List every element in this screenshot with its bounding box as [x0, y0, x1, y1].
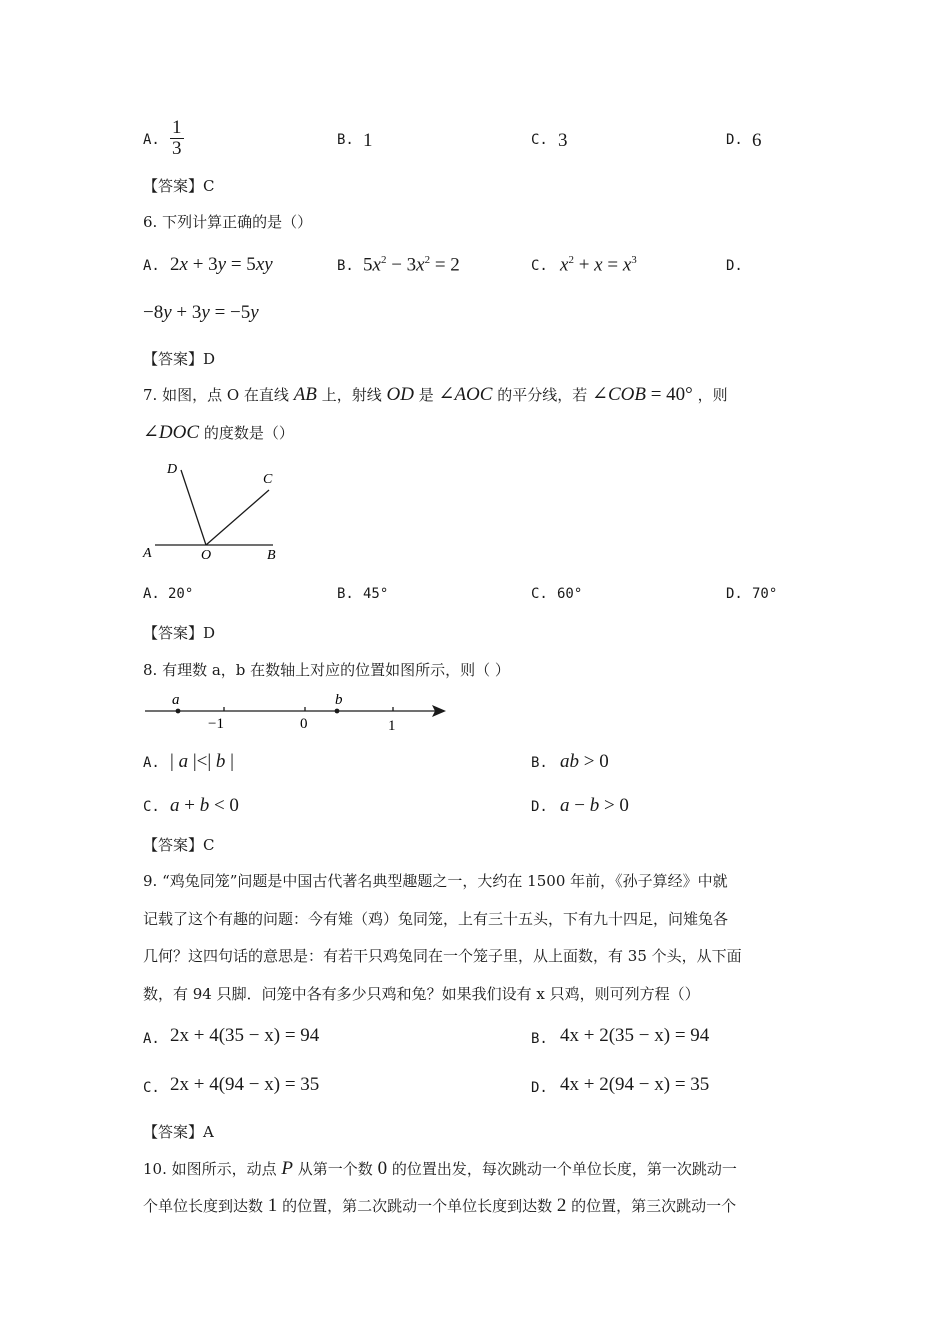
ray-oc [206, 490, 269, 545]
question-stem: 6. 下列计算正确的是（） [143, 213, 313, 231]
math-var: P [281, 1158, 294, 1179]
point-b-label: b [335, 692, 343, 708]
number-line [140, 688, 450, 734]
math-var: OD [386, 384, 414, 405]
question-stem-line [143, 1196, 736, 1216]
point-a [176, 709, 181, 714]
math-expr: ∠COB = 40° [592, 384, 693, 405]
stem-text: 个单位长度到达数 [143, 1197, 264, 1215]
question-stem [143, 385, 728, 405]
option-label: B. [531, 1031, 548, 1047]
point-b-label: B [267, 548, 276, 563]
ray-od [181, 470, 206, 545]
option-label: D. [726, 132, 743, 148]
formula: a − b > 0 [560, 795, 629, 816]
numerator: 1 [172, 117, 182, 138]
formula: 2x + 4(35 − x) = 94 [170, 1025, 320, 1046]
option-label: D. [726, 586, 743, 602]
answer: 【答案】D [143, 350, 216, 368]
formula: 4x + 2(94 − x) = 35 [560, 1074, 710, 1095]
math-number: 1 [267, 1195, 278, 1216]
formula: 2x + 4(94 − x) = 35 [170, 1074, 320, 1095]
formula: $x^2 + x = x^3$ [560, 254, 637, 276]
option-value: 3 [558, 130, 568, 151]
option-label: B. [337, 132, 354, 148]
option-label: A. [143, 586, 160, 602]
point-d-label: D [167, 462, 178, 477]
tick-label-neg1: −1 [208, 716, 224, 732]
option-label: C. [143, 799, 160, 815]
formula: a + b < 0 [170, 795, 239, 816]
math-expr: ∠DOC [143, 422, 200, 443]
question-stem: 8. 有理数 a，b 在数轴上对应的位置如图所示，则（ ） [143, 661, 510, 679]
option-value: 20° [168, 586, 194, 602]
stem-text: ，则 [697, 386, 728, 404]
formula: $5x^2 - 3x^2 = 2$ [363, 254, 460, 276]
option-label: D. [531, 799, 548, 815]
option-label: C. [531, 586, 548, 602]
point-o-label: O [201, 548, 212, 563]
formula: 2x + 3y = 5xy [170, 254, 273, 275]
point-a-label: A [143, 546, 152, 561]
question-stem-line: 9. “鸡兔同笼”问题是中国古代著名典型趣题之一，大约在 1500 年前，《孙子算经》中就 [143, 872, 728, 890]
stem-text: 的平分线，若 [497, 386, 588, 404]
option-label: A. [143, 132, 160, 148]
option-value: 70° [752, 586, 778, 602]
formula: 4x + 2(35 − x) = 94 [560, 1025, 710, 1046]
stem-text: 是 [418, 386, 434, 404]
fraction [170, 118, 184, 159]
option-value: 45° [363, 586, 389, 602]
option-label: C. [143, 1080, 160, 1096]
option-value: 1 [363, 130, 373, 151]
formula: ab > 0 [560, 751, 609, 772]
option-label: C. [531, 132, 548, 148]
math-var: AB [293, 384, 317, 405]
point-c-label: C [263, 472, 273, 487]
question-stem-line: 数，有 94 只脚．问笼中各有多少只鸡和兔？如果我们设有 x 只鸡，则可列方程（） [143, 985, 700, 1003]
formula: | a |<| b | [170, 751, 234, 772]
point-a-label: a [172, 692, 180, 708]
math-number: 2 [556, 1195, 567, 1216]
stem-text: 从第一个数 [297, 1160, 373, 1178]
option-label: A. [143, 258, 160, 274]
stem-text: 7. 如图，点 O 在直线 [143, 386, 289, 404]
stem-text: 的位置，第三次跳动一个 [571, 1197, 737, 1215]
option-label: B. [531, 755, 548, 771]
math-expr: ∠AOC [438, 384, 493, 405]
answer: 【答案】C [143, 836, 215, 854]
stem-text: 的位置出发，每次跳动一个单位长度，第一次跳动一 [391, 1160, 737, 1178]
angle-figure [135, 455, 295, 567]
tick-label-one: 1 [388, 718, 396, 734]
question-stem-line [143, 1159, 737, 1179]
answer: 【答案】C [143, 177, 215, 195]
option-label: A. [143, 1031, 160, 1047]
stem-text: 10. 如图所示，动点 [143, 1160, 277, 1178]
option-value: 60° [557, 586, 583, 602]
option-label: D. [726, 258, 743, 274]
option-label: B. [337, 258, 354, 274]
answer: 【答案】A [143, 1123, 214, 1141]
stem-text: 上，射线 [321, 386, 382, 404]
option-label: B. [337, 586, 354, 602]
denominator: 3 [172, 138, 182, 159]
option-label: D. [531, 1080, 548, 1096]
question-stem-cont [143, 423, 294, 443]
option-label: A. [143, 755, 160, 771]
stem-text: 的位置，第二次跳动一个单位长度到达数 [282, 1197, 553, 1215]
question-stem-line: 记载了这个有趣的问题：今有雉（鸡）兔同笼，上有三十五头，下有九十四足，问雉兔各 [143, 910, 729, 928]
formula: −8y + 3y = −5y [143, 302, 259, 323]
question-stem-line: 几何？这四句话的意思是：有若干只鸡兔同在一个笼子里，从上面数，有 35 个头，从下面 [143, 947, 742, 965]
answer: 【答案】D [143, 624, 216, 642]
point-b [335, 709, 340, 714]
option-label: C. [531, 258, 548, 274]
option-value: 6 [752, 130, 762, 151]
stem-text: 的度数是（） [203, 424, 294, 442]
math-number: 0 [377, 1158, 388, 1179]
tick-label-zero: 0 [300, 716, 308, 732]
